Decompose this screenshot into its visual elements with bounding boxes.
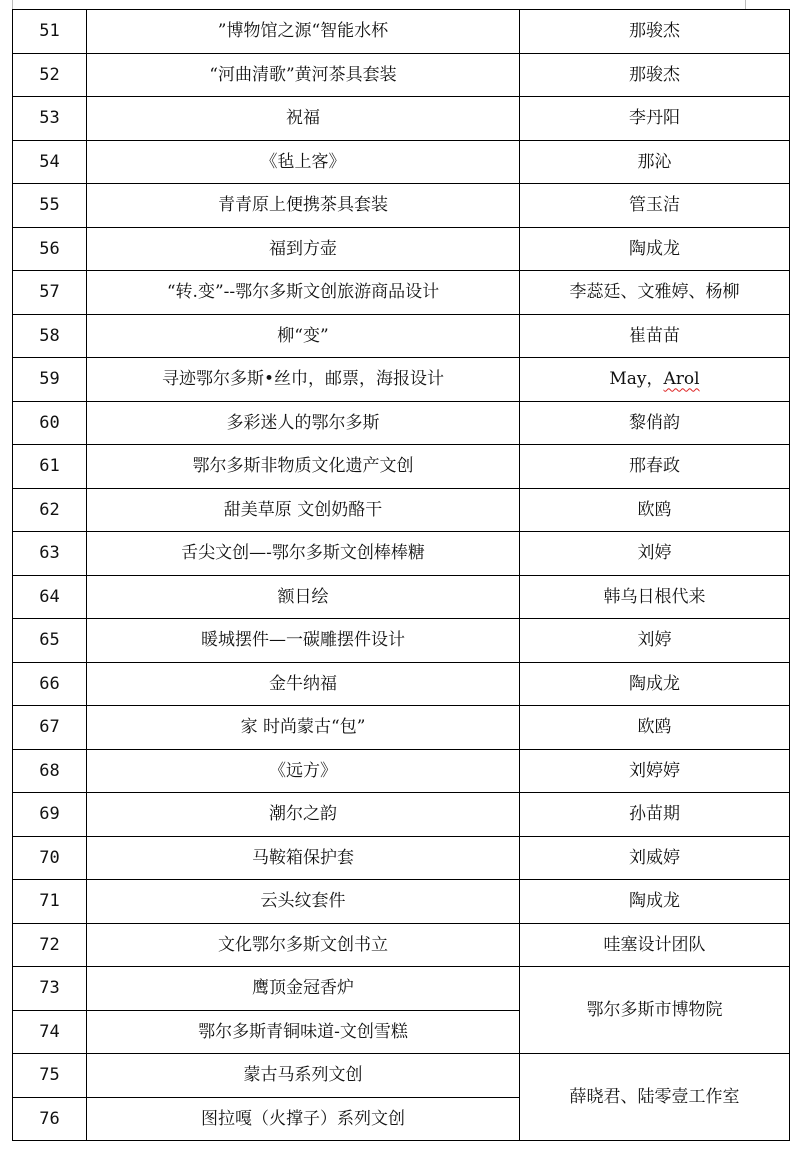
row-number: 66 [13, 662, 87, 706]
work-title: 寻迹鄂尔多斯•丝巾，邮票，海报设计 [87, 358, 520, 402]
table-row [13, 227, 790, 271]
spellcheck-flagged-word: Arol [663, 369, 700, 390]
row-number: 63 [13, 532, 87, 576]
work-title: 舌尖文创—-鄂尔多斯文创棒棒糖 [87, 532, 520, 576]
author-name: 孙苗期 [520, 793, 790, 837]
row-number: 62 [13, 488, 87, 532]
table-row [13, 619, 790, 663]
table-row [13, 184, 790, 228]
row-number: 54 [13, 140, 87, 184]
table-row [13, 445, 790, 489]
author-name: 哇塞设计团队 [520, 923, 790, 967]
author-name: 陶成龙 [520, 227, 790, 271]
work-title: 祝福 [87, 97, 520, 141]
author-name: 那骏杰 [520, 53, 790, 97]
row-number: 69 [13, 793, 87, 837]
author-name: 李蕊廷、文雅婷、杨柳 [520, 271, 790, 315]
table-row [13, 662, 790, 706]
author-name: 黎俏韵 [520, 401, 790, 445]
author-name: 邢春政 [520, 445, 790, 489]
row-number: 70 [13, 836, 87, 880]
author-name: 刘婷婷 [520, 749, 790, 793]
work-title: 蒙古马系列文创 [87, 1054, 520, 1098]
work-title: “河曲清歌”黄河茶具套装 [87, 53, 520, 97]
table-row [13, 97, 790, 141]
table-row [13, 10, 790, 54]
author-name: 管玉洁 [520, 184, 790, 228]
author-name: 那沁 [520, 140, 790, 184]
table-row [13, 575, 790, 619]
row-number: 74 [13, 1010, 87, 1054]
table-row [13, 314, 790, 358]
author-name-merged: 鄂尔多斯市博物院 [520, 967, 790, 1054]
author-name: 陶成龙 [520, 880, 790, 924]
row-number: 53 [13, 97, 87, 141]
author-name: 李丹阳 [520, 97, 790, 141]
work-title: 潮尔之韵 [87, 793, 520, 837]
work-title: “转.变”--鄂尔多斯文创旅游商品设计 [87, 271, 520, 315]
row-number: 57 [13, 271, 87, 315]
work-title: 金牛纳福 [87, 662, 520, 706]
work-title: 云头纹套件 [87, 880, 520, 924]
table-row [13, 358, 790, 402]
row-number: 73 [13, 967, 87, 1011]
row-number: 65 [13, 619, 87, 663]
author-name: 刘婷 [520, 532, 790, 576]
table-row [13, 271, 790, 315]
work-title: 甜美草原 文创奶酪干 [87, 488, 520, 532]
table-row [13, 401, 790, 445]
table-row [13, 532, 790, 576]
author-name [520, 358, 790, 402]
work-title: 鄂尔多斯青铜味道-文创雪糕 [87, 1010, 520, 1054]
work-title: 图拉嘎（火撑子）系列文创 [87, 1097, 520, 1141]
work-title: 柳“变” [87, 314, 520, 358]
work-title: 青青原上便携茶具套装 [87, 184, 520, 228]
row-number: 52 [13, 53, 87, 97]
row-number: 58 [13, 314, 87, 358]
work-title: 多彩迷人的鄂尔多斯 [87, 401, 520, 445]
work-title: ”博物馆之源“智能水杯 [87, 10, 520, 54]
work-title: 福到方壶 [87, 227, 520, 271]
row-number: 75 [13, 1054, 87, 1098]
table-row [13, 880, 790, 924]
author-name: 欧鸥 [520, 488, 790, 532]
work-title: 马鞍箱保护套 [87, 836, 520, 880]
author-name: 刘威婷 [520, 836, 790, 880]
table-row [13, 793, 790, 837]
row-number: 56 [13, 227, 87, 271]
work-title: 暖城摆件—一碳雕摆件设计 [87, 619, 520, 663]
row-number: 60 [13, 401, 87, 445]
work-title: 鄂尔多斯非物质文化遗产文创 [87, 445, 520, 489]
table-row [13, 967, 790, 1011]
author-name: 欧鸥 [520, 706, 790, 750]
work-title: 家 时尚蒙古“包” [87, 706, 520, 750]
author-name: 韩乌日根代来 [520, 575, 790, 619]
work-title: 《远方》 [87, 749, 520, 793]
row-number: 51 [13, 10, 87, 54]
row-number: 55 [13, 184, 87, 228]
table-row [13, 1054, 790, 1098]
work-title: 《毡上客》 [87, 140, 520, 184]
table-row [13, 923, 790, 967]
author-name: 陶成龙 [520, 662, 790, 706]
row-number: 68 [13, 749, 87, 793]
row-number: 61 [13, 445, 87, 489]
author-name: 崔苗苗 [520, 314, 790, 358]
work-title: 额日绘 [87, 575, 520, 619]
row-number: 59 [13, 358, 87, 402]
table-row [13, 140, 790, 184]
table-row [13, 706, 790, 750]
row-number: 71 [13, 880, 87, 924]
table-row [13, 488, 790, 532]
author-name-part: May， [609, 369, 664, 390]
work-title: 鹰顶金冠香炉 [87, 967, 520, 1011]
row-number: 64 [13, 575, 87, 619]
row-number: 76 [13, 1097, 87, 1141]
table-row [13, 749, 790, 793]
author-name: 刘婷 [520, 619, 790, 663]
author-name-merged: 薛晓君、陆零壹工作室 [520, 1054, 790, 1141]
entries-table [12, 9, 790, 1141]
work-title: 文化鄂尔多斯文创书立 [87, 923, 520, 967]
row-number: 67 [13, 706, 87, 750]
table-row [13, 53, 790, 97]
table-row [13, 836, 790, 880]
author-name: 那骏杰 [520, 10, 790, 54]
row-number: 72 [13, 923, 87, 967]
